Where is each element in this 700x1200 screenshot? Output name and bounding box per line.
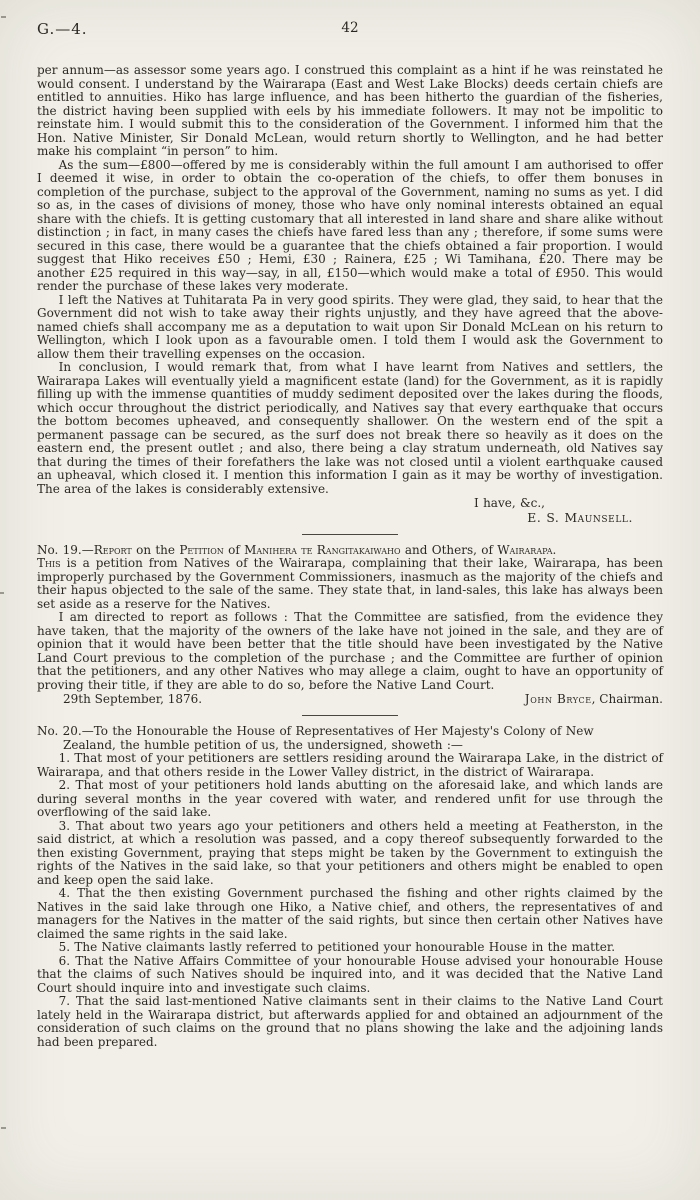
letter-paragraph-1: per annum—as assessor some years ago. I construed this complaint as a hint if he was reinstated he would consent. I understand by the Wairarapa (East and West Lake Blocks) deeds certain chiefs are entitled to annuities. Hiko has large influence, and has been hitherto the guardian of the fisheries, the district having been supplied with eels by his immediate followers. It may not be impolitic to reinstate him. I would submit this to the consideration of the Government. I informed him that the Hon. Native Minister, Sir Donald McLean, would return shortly to Wellington, and he had better make his complaint “in person” to him. xyxy=(37,63,663,158)
letter-section xyxy=(37,64,663,525)
signature-maunsell: E. S. Maunsell. xyxy=(527,510,633,525)
report-19-section xyxy=(37,544,663,707)
petition-item-7: 7. That the said last-mentioned Native claimants sent in their claims to the Native Land Court lately held in the Wairarapa district, but afterwards applied for and obtained an adjournment of the consideration of such claims on the ground that no plans showing the lake and the adjoining lands had been prepared. xyxy=(37,994,663,1049)
petition-heading-line-2: Zealand, the humble petition of us, the undersigned, showeth :— xyxy=(63,737,463,752)
scan-artifact xyxy=(1,1127,6,1129)
report-19-heading: No. 19.—Report on the Petition of Manihera te Rangitakaiwaho and Others, of Wairarapa. xyxy=(37,542,557,557)
petition-item-3: 3. That about two years ago your petitioners and others held a meeting at Featherston, in the said district, at which a resolution was passed, and a copy thereof subsequently forwarded to the then existing Government, praying that steps might be taken by the Government to extinguish the rights of the Natives in the said lake, so that your petitioners and others might be enabled to open and keep open the said lake. xyxy=(37,818,663,887)
scan-artifact xyxy=(0,592,4,594)
petition-item-4: 4. That the then existing Government purchased the fishing and other rights claimed by the Natives in the said lake through one Hiko, a Native chief, and others, the representatives of and managers for the Natives in the matter of the said rights, but since then certain other Natives have claimed the same rights in the said lake. xyxy=(37,886,663,941)
scan-artifact xyxy=(1,16,6,18)
report-date: 29th September, 1876. xyxy=(63,692,203,706)
signature-block xyxy=(37,497,663,525)
letter-paragraph-4: In conclusion, I would remark that, from what I have learnt from Natives and settlers, the Wairarapa Lakes will eventually yield a magnificent estate (land) for the Government, as it is rapidly filling up with the immense quantities of muddy sediment deposited over the lakes during the floods, which occur throughout the district periodically, and Natives say that every earthquake that occurs the bottom becomes upheaved, and consequently shallower. On the western end of the spit a permanent passage can be secured, as the surf does not break there so heavily as it does on the eastern end, the present outlet ; and also, there being a clay stratum underneath, old Natives say that during the times of their forefathers the lake was not closed until a violent earthquake caused an upheaval, which closed it. I mention this information I gain as it may be worthy of investigation. The area of the lakes is considerably extensive. xyxy=(37,360,663,496)
section-divider xyxy=(302,534,398,535)
section-divider xyxy=(302,715,398,716)
petition-item-6: 6. That the Native Affairs Committee of your honourable House advised your honourable House that the claims of such Natives should be inquired into, and it was decided that the Native Land Court should inquire into and investigate such claims. xyxy=(37,953,663,995)
petition-heading-line-1: No. 20.—To the Honourable the House of Representatives of Her Majesty's Colony of New xyxy=(37,724,594,738)
valediction: I have, &c., xyxy=(474,496,545,510)
page-number: 42 xyxy=(341,20,359,36)
petition-item-2: 2. That most of your petitioners hold lands abutting on the aforesaid lake, and which lands are during several months in the year covered with water, and rendered unfit for use through the overflowing of the said lake. xyxy=(37,778,663,819)
report-19-paragraph-2: I am directed to report as follows : That the Committee are satisfied, from the evidence they have taken, that the majority of the owners of the lake have not joined in the sale, and they are of opinion that it would have been better that the title should have been investigated by the Native Land Court previous to the completion of the purchase ; and the Committee are further of opinion that the petitioners, and any other Natives who may allege a claim, ought to have an opportunity of proving their title, if they are able to do so, before the Native Land Court. xyxy=(37,610,663,692)
report-19-dateline xyxy=(37,692,663,706)
page-header xyxy=(37,20,663,40)
petition-item-5: 5. The Native claimants lastly referred to petitioned your honourable House in the matter. xyxy=(58,940,616,954)
petition-20-heading xyxy=(37,725,663,752)
document-reference: G.—4. xyxy=(37,20,88,38)
report-19-paragraph-1: This is a petition from Natives of the Wairarapa, complaining that their lake, Wairarapa, has been improperly purchased by the Government Commissioners, inasmuch as the majority of the chiefs and their hapus objected to the sale of the same. They state that, in land-sales, this lake has always been set aside as a reserve for the Natives. xyxy=(37,556,663,611)
signature-bryce: John Bryce, Chairman. xyxy=(524,692,663,706)
letter-paragraph-3: I left the Natives at Tuhitarata Pa in very good spirits. They were glad, they said, to hear that the Government did not wish to take away their rights unjustly, and they have agreed that the above-named chiefs shall accompany me as a deputation to wait upon Sir Donald McLean on his return to Wellington, which I look upon as a favourable omen. I told them I would ask the Government to allow them their travelling expenses on the occasion. xyxy=(37,292,663,361)
letter-paragraph-2: As the sum—£800—offered by me is considerably within the full amount I am authorised to offer I deemed it wise, in order to obtain the co-operation of the chiefs, to offer them bonuses in completion of the purchase, subject to the approval of the Government, naming no sums as yet. I did so as, in the cases of divisions of money, those who have only nominal interests obtained an equal share with the chiefs. It is getting customary that all interested in land share and share alike without distinction ; in fact, in many cases the chiefs have fared less than any ; therefore, if some sums were secured in this case, there would be a guarantee that the chiefs obtained a fair proportion. I would suggest that Hiko receives £50 ; Hemi, £30 ; Rainera, £25 ; Wi Tamihana, £20. There may be another £25 required in this way—say, in all, £150—which would make a total of £950. This would render the purchase of these lakes very moderate. xyxy=(37,157,663,293)
lead-smallcaps: This xyxy=(37,556,61,570)
petition-item-1: 1. That most of your petitioners are settlers residing around the Wairarapa Lake, in the district of Wairarapa, and that others reside in the Lower Valley district, in the district of Wairarapa. xyxy=(37,751,663,779)
petition-20-section xyxy=(37,725,663,1049)
